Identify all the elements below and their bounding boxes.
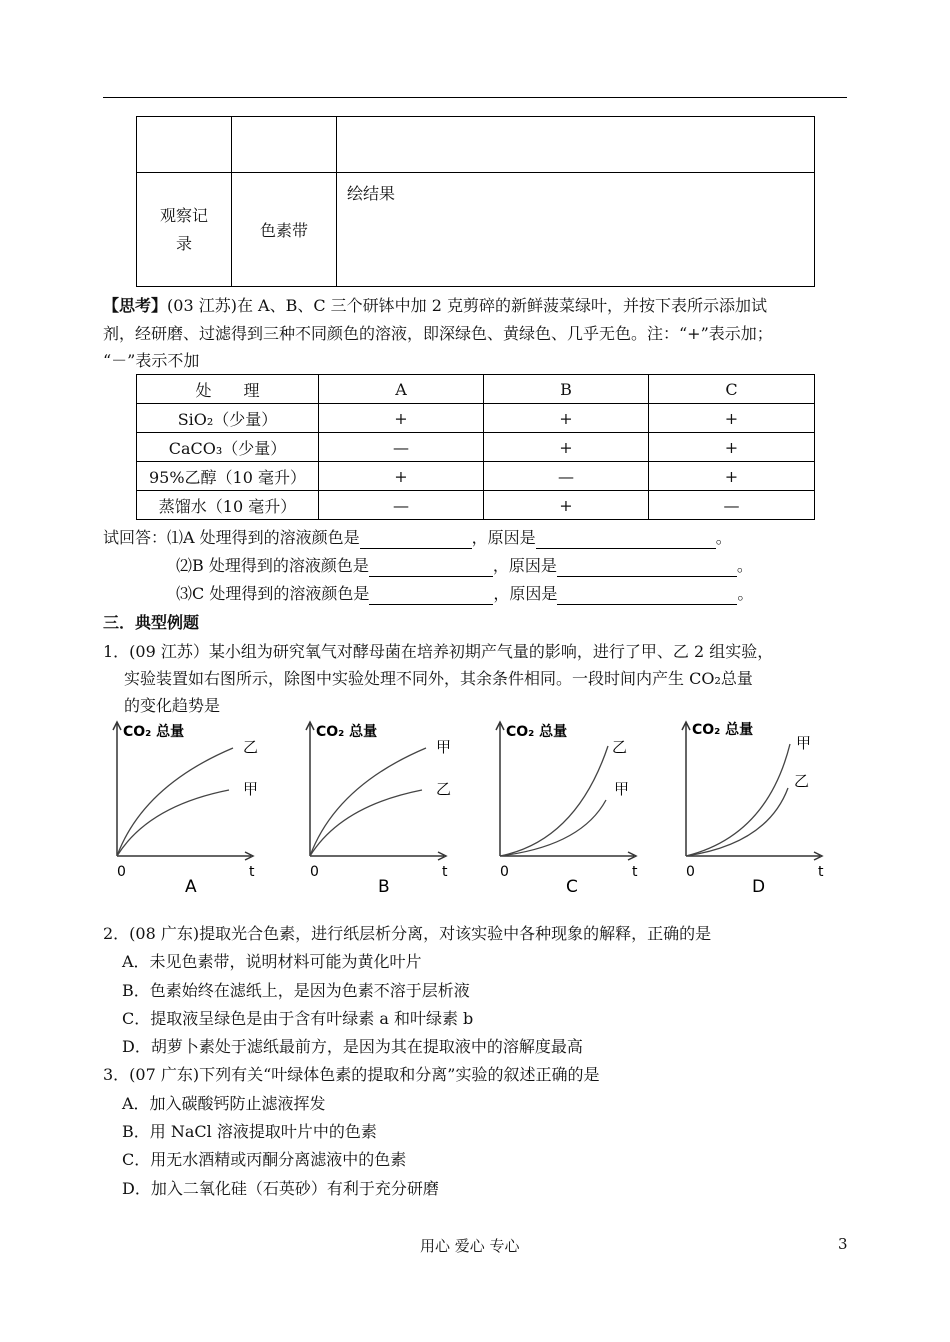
q3-option: A．加入碳酸钙防止滤液挥发	[122, 1094, 326, 1113]
origin-label: 0	[310, 864, 319, 880]
answer-blank[interactable]	[536, 530, 716, 549]
q1-line-1: 1．(09 江苏）某小组为研究氧气对酵母菌在培养初期产气量的影响，进行了甲、乙 2 组实验，	[103, 642, 774, 661]
answer-blank[interactable]	[369, 586, 493, 605]
q3-option: D．加入二氧化硅（石英砂）有利于充分研磨	[122, 1179, 439, 1198]
chart-svg	[296, 716, 466, 898]
q2-stem: 2．(08 广东)提取光合色素，进行纸层析分离，对该实验中各种现象的解释，正确的是	[103, 924, 712, 943]
table-row: SiO₂（少量） + + +	[137, 404, 815, 433]
think-label: 【思考】	[103, 296, 168, 315]
chart-svg	[103, 716, 273, 898]
upper-curve	[500, 746, 608, 856]
upper-curve-label: 乙	[243, 738, 259, 756]
chart-panel-a	[103, 716, 273, 902]
think-line-3: “－”表示不加	[103, 351, 200, 370]
table-row: CaCO₃（少量） — + +	[137, 433, 815, 462]
y-axis-label: CO₂ 总量	[316, 724, 378, 740]
answer-line-2: ⑵B 处理得到的溶液颜色是 ，原因是 。	[176, 556, 753, 575]
answer-blank[interactable]	[369, 558, 493, 577]
chart-panel-d	[672, 716, 842, 902]
panel-letter: D	[752, 877, 766, 897]
chart-svg	[486, 716, 656, 898]
answer-blank[interactable]	[360, 530, 472, 549]
x-axis-label: t	[249, 864, 255, 880]
header-cell: 处 理	[137, 375, 319, 404]
panel-letter: A	[185, 877, 197, 897]
q2-option: C．提取液呈绿色是由于含有叶绿素 a 和叶绿素 b	[122, 1009, 474, 1028]
table-row: 蒸馏水（10 毫升） — + —	[137, 491, 815, 520]
lower-curve-label: 乙	[436, 780, 452, 798]
upper-curve	[686, 744, 790, 856]
chart-panel-b	[296, 716, 466, 902]
lower-curve	[686, 788, 788, 856]
header-cell: A	[319, 375, 484, 404]
table-row: 95%乙醇（10 毫升） + — +	[137, 462, 815, 491]
answer-line-1: 试回答：⑴A 处理得到的溶液颜色是 ，原因是 。	[103, 528, 732, 547]
upper-curve-label: 甲	[436, 738, 452, 756]
answer-blank[interactable]	[557, 558, 737, 577]
upper-curve	[117, 748, 233, 856]
q3-stem: 3．(07 广东)下列有关“叶绿体色素的提取和分离”实验的叙述正确的是	[103, 1065, 600, 1084]
origin-label: 0	[117, 864, 126, 880]
answer-line-3: ⑶C 处理得到的溶液颜色是 ，原因是 。	[176, 584, 754, 603]
q2-option: D．胡萝卜素处于滤纸最前方，是因为其在提取液中的溶解度最高	[122, 1037, 583, 1056]
chart-svg	[672, 716, 842, 898]
pigment-band-label: 色素带	[232, 173, 337, 287]
x-axis-label: t	[442, 864, 448, 880]
panel-letter: B	[378, 877, 390, 897]
lower-curve-label: 甲	[243, 780, 259, 798]
upper-curve-label: 甲	[796, 734, 812, 752]
y-axis-label: CO₂ 总量	[506, 724, 568, 740]
x-axis-label: t	[818, 864, 824, 880]
reagent-table	[136, 374, 815, 520]
header-cell: B	[484, 375, 649, 404]
section-title: 三．典型例题	[103, 613, 200, 632]
q2-option: B．色素始终在滤纸上，是因为色素不溶于层析液	[122, 981, 470, 1000]
q2-option: A．未见色素带，说明材料可能为黄化叶片	[122, 952, 422, 971]
lower-curve-label: 乙	[794, 772, 810, 790]
q1-line-3: 的变化趋势是	[124, 696, 221, 715]
y-axis-label: CO₂ 总量	[692, 722, 754, 738]
y-axis-label: CO₂ 总量	[123, 724, 185, 740]
think-line-1: 【思考】(03 江苏)在 A、B、C 三个研钵中加 2 克剪碎的新鲜菠菜绿叶，并按下表所示添加试	[103, 296, 768, 315]
observation-table	[136, 116, 815, 287]
draw-result-label: 绘结果	[347, 184, 396, 203]
q1-line-2: 实验装置如右图所示，除图中实验处理不同外，其余条件相同。一段时间内产生 CO₂总量	[124, 669, 753, 688]
origin-label: 0	[500, 864, 509, 880]
footer-motto: 用心 爱心 专心	[420, 1237, 520, 1255]
lower-curve-label: 甲	[614, 780, 630, 798]
upper-curve-label: 乙	[612, 738, 628, 756]
upper-curve	[310, 748, 426, 856]
observation-label: 观察记录	[159, 205, 208, 253]
origin-label: 0	[686, 864, 695, 880]
header-rule	[103, 97, 847, 98]
x-axis-label: t	[632, 864, 638, 880]
q3-option: C．用无水酒精或丙酮分离滤液中的色素	[122, 1150, 407, 1169]
chart-panel-c	[486, 716, 656, 902]
panel-letter: C	[566, 877, 578, 897]
answer-blank[interactable]	[557, 586, 737, 605]
header-cell: C	[649, 375, 815, 404]
think-line-2: 剂，经研磨、过滤得到三种不同颜色的溶液，即深绿色、黄绿色、几乎无色。注：“+”表示加；	[103, 324, 773, 343]
q3-option: B．用 NaCl 溶液提取叶片中的色素	[122, 1122, 377, 1141]
page-number: 3	[838, 1235, 848, 1253]
lower-curve	[500, 800, 606, 856]
